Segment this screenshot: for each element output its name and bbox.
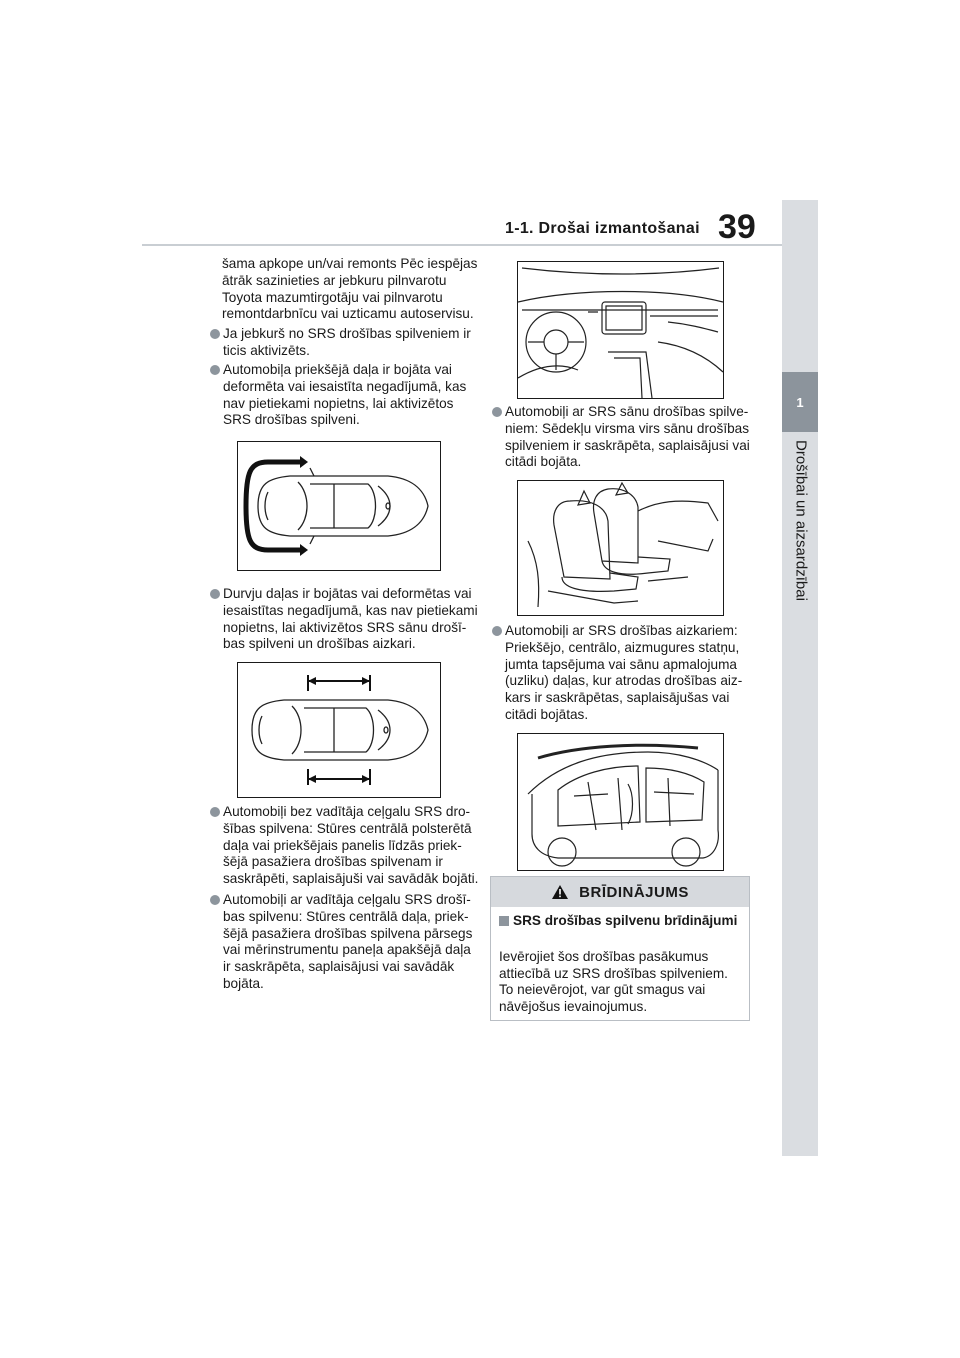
car-interior-illustration	[518, 734, 723, 870]
figure-dashboard	[517, 261, 724, 399]
chapter-number: 1	[796, 394, 804, 410]
intro-paragraph: šama apkope un/vai remonts Pēc iespējas ātrāk sazinieties ar jebkuru pilnvarotu Toyota mazumtirgotāju vai pilnvarotu remontdarbnīcu vai uzticamu autoservisu.	[222, 256, 478, 322]
warning-body: Ievērojiet šos drošības pasākumus attiecībā uz SRS drošības spilveniem. To neievērojot, var gūt smagus vai nāvējošus ievainojumus.	[499, 949, 728, 1014]
warning-box	[490, 876, 750, 1021]
warning-triangle-icon	[551, 884, 569, 900]
warning-subtitle: SRS drošības spilvenu brīdinājumi	[499, 913, 753, 929]
list-item: Automobiļi bez vadītāja ceļgalu SRS dro-šības spilvena: Stūres centrālā polsterētā daļa vai priekšējais panelis līdzās priek-šējā pasažiera drošības spilvenam ir saskrāpēti, saplaisājuši vai savādāk bojāti.	[210, 804, 481, 888]
figure-front-damage	[237, 441, 441, 571]
chapter-number-tab[interactable]	[782, 372, 818, 432]
chapter-title-text: Drošībai un aizsardzībai	[792, 440, 810, 601]
list-item: Ja jebkurš no SRS drošības spilveniem ir ticis aktivizēts.	[210, 326, 481, 360]
warning-title: BRĪDINĀJUMS	[579, 883, 689, 901]
list-item: Automobiļi ar SRS sānu drošības spilve-niem: Sēdekļu virsma virs sānu drošības spilveniem ir saskrāpēta, saplaisājusi vai citādi bojāta.	[492, 404, 763, 471]
section-title: 1-1. Drošai izmantošanai	[505, 220, 700, 237]
car-top-view-illustration	[238, 442, 440, 570]
list-item: Automobiļi ar vadītāja ceļgalu SRS drošī-bas spilvenu: Stūres centrālā daļa, priek-šējā pasažiera drošības spilvena pārsegs vai mērinstrumentu paneļa apakšējā daļa ir saskrāpēta, saplaisājusi vai savādāk bojāta.	[210, 892, 481, 993]
header-rule	[142, 244, 782, 246]
figure-curtain-airbag	[517, 733, 724, 871]
list-item: Automobiļi ar SRS drošības aizkariem: Priekšējo, centrālo, aizmugures statņu, jumta tapsējuma vai sānu apmalojuma (uzliku) daļas, kur atrodas drošības aiz-kars ir saskrāpētas, saplaisājušas vai citādi bojātas.	[492, 623, 763, 724]
car-side-arrows-illustration	[238, 663, 440, 797]
side-tab	[782, 200, 818, 1156]
warning-header	[491, 877, 749, 907]
list-item: Durvju daļas ir bojātas vai deformētas vai iesaistītas negadījumā, kas nav pietiekami nopietns, lai aktivizētos SRS sānu drošī-bas spilveni un drošības aizkari.	[210, 586, 481, 653]
figure-front-seats	[517, 480, 724, 616]
figure-door-damage	[237, 662, 441, 798]
list-item: Automobiļa priekšējā daļa ir bojāta vai deformēta vai iesaistīta negadījumā, kas nav pietiekami nopietns, lai aktivizētos SRS drošības spilveni.	[210, 362, 481, 429]
seats-illustration	[518, 481, 723, 615]
dashboard-illustration	[518, 262, 723, 398]
page-number: 39	[718, 208, 756, 246]
